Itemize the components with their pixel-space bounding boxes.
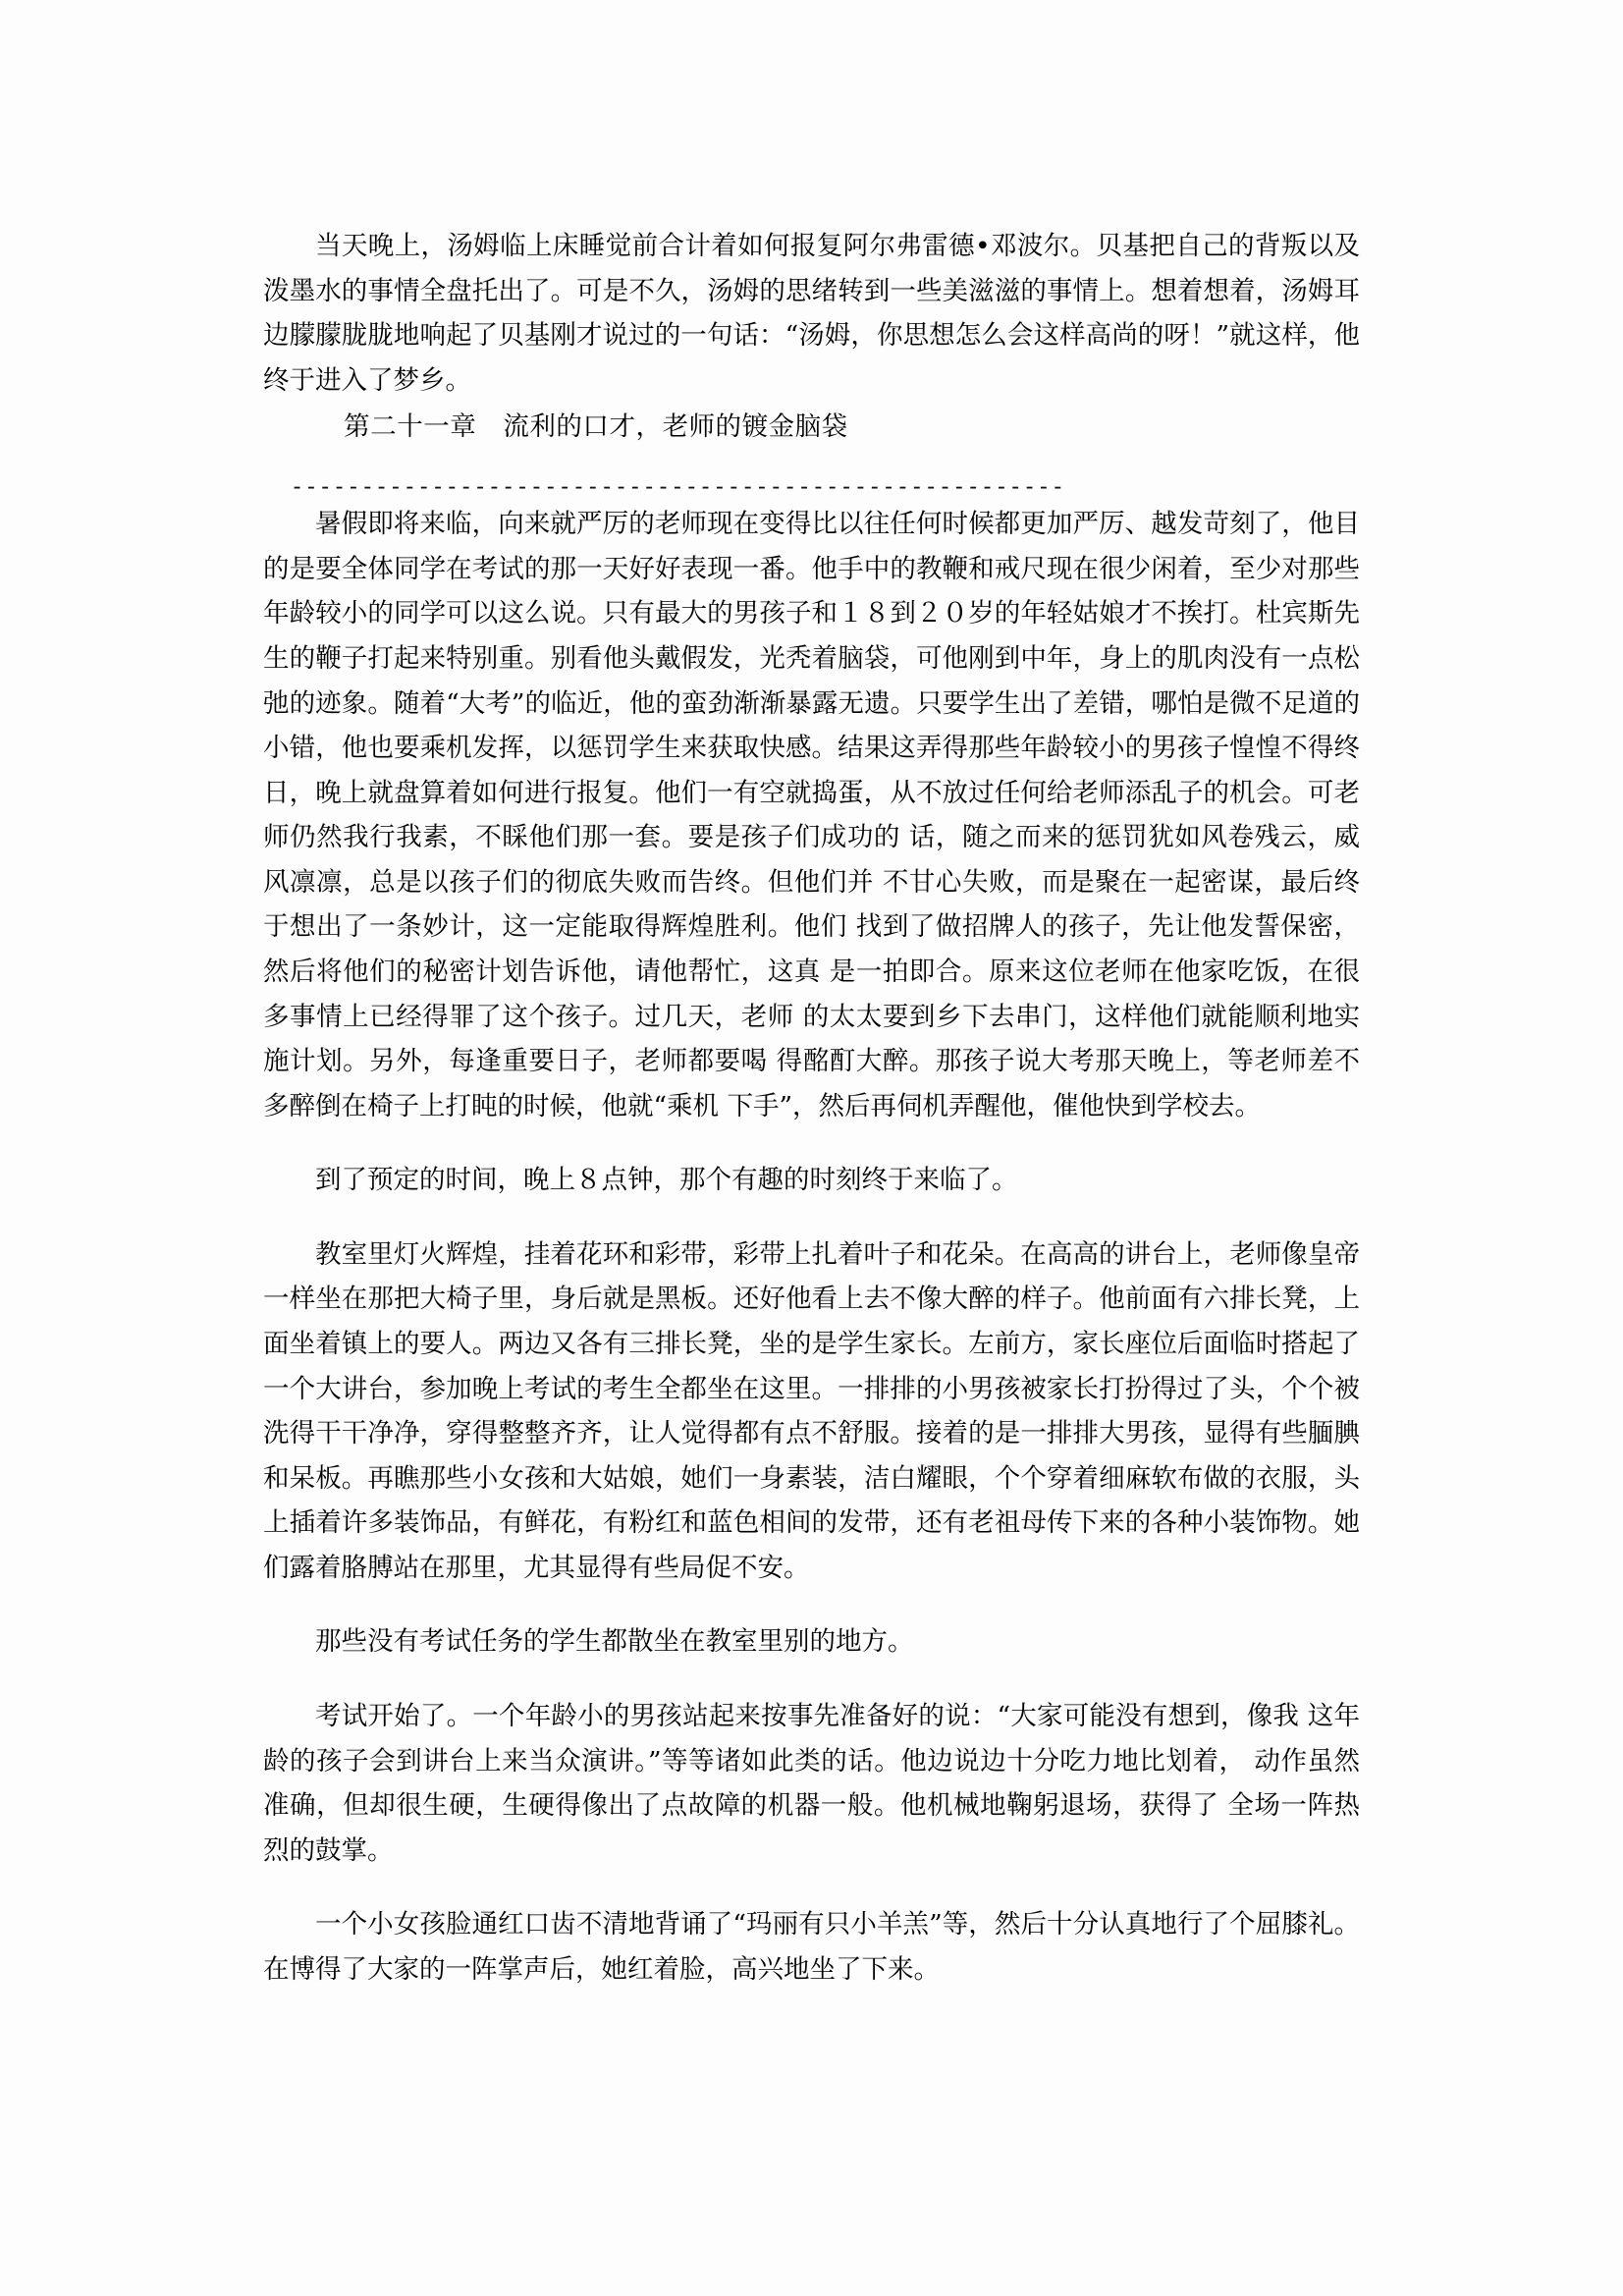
paragraph-exam-begins: 考试开始了。一个年龄小的男孩站起来按事先准备好的说：“大家可能没有想到，像我 这年龄的孩子会到讲台上来当众演讲。”等等诸如此类的话。他边说边十分吃力地比划着， 动作虽然准确，但却很生硬，生硬得像出了点故障的机器一般。他机械地鞠躬退场，获得了 全场一阵热烈的鼓掌。 (263, 1701, 1360, 1866)
chapter-title: 第二十一章 流利的口才，老师的镀金脑袋 (344, 411, 848, 443)
document-main-text (263, 502, 1360, 1992)
paragraph-little-girl: 一个小女孩脸通红口齿不清地背诵了“玛丽有只小羊羔”等，然后十分认真地行了个屈膝礼。在博得了大家的一阵掌声后，她红着脸，高兴地坐了下来。 (263, 1909, 1360, 1985)
paragraph-classroom: 教室里灯火辉煌，挂着花环和彩带，彩带上扎着叶子和花朵。在高高的讲台上，老师像皇帝一样坐在那把大椅子里，身后就是黑板。还好他看上去不像大醉的样子。他前面有六排长凳，上面坐着镇上的要人。两边又各有三排长凳，坐的是学生家长。左前方，家长座位后面临时搭起了一个大讲台，参加晚上考试的考生全都坐在这里。一排排的小男孩被家长打扮得过了头，个个被洗得干干净净，穿得整整齐齐，让人觉得都有点不舒服。接着的是一排排大男孩，显得有些腼腆和呆板。再瞧那些小女孩和大姑娘，她们一身素装，洁白耀眼，个个穿着细麻软布做的衣服，头上插着许多装饰品，有鲜花，有粉红和蓝色相间的发带，还有老祖母传下来的各种小装饰物。她们露着胳膊站在那里，尤其显得有些局促不安。 (263, 1238, 1360, 1583)
paragraph-appointed-time: 到了预定的时间，晚上８点钟，那个有趣的时刻终于来临了。 (315, 1165, 1018, 1196)
section-divider: ------------------------------------------------------- (290, 474, 1065, 500)
paragraph-summer-holiday: 暑假即将来临，向来就严厉的老师现在变得比以往任何时候都更加严厉、越发苛刻了，他目的是要全体同学在考试的那一天好好表现一番。他手中的教鞭和戒尺现在很少闲着，至少对那些年龄较小的同学可以这么说。只有最大的男孩子和１８到２０岁的年轻姑娘才不挨打。杜宾斯先生的鞭子打起来特别重。别看他头戴假发，光秃着脑袋，可他刚到中年，身上的肌肉没有一点松弛的迹象。随着“大考”的临近，他的蛮劲渐渐暴露无遗。只要学生出了差错，哪怕是微不足道的小错，他也要乘机发挥，以惩罚学生来获取快感。结果这弄得那些年龄较小的男孩子惶惶不得终日，晚上就盘算着如何进行报复。他们一有空就捣蛋，从不放过任何给老师添乱子的机会。可老师仍然我行我素，不睬他们那一套。要是孩子们成功的 话，随之而来的惩罚犹如风卷残云，威风凛凛，总是以孩子们的彻底失败而告终。但他们并 不甘心失败，而是聚在一起密谋，最后终于想出了一条妙计，这一定能取得辉煌胜利。他们 找到了做招牌人的孩子，先让他发誓保密，然后将他们的秘密计划告诉他，请他帮忙，这真 是一拍即合。原来这位老师在他家吃饭，在很多事情上已经得罪了这个孩子。过几天，老师 的太太要到乡下去串门，这样他们就能顺利地实施计划。另外，每逢重要日子，老师都要喝 得酩酊大醉。那孩子说大考那天晚上，等老师差不多醉倒在椅子上打盹的时候，他就“乘机 下手”，然后再伺机弄醒他，催他快到学校去。 (263, 509, 1360, 1121)
paragraph-opening: 当天晚上，汤姆临上床睡觉前合计着如何报复阿尔弗雷德•邓波尔。贝基把自己的背叛以及泼墨水的事情全盘托出了。可是不久，汤姆的思绪转到一些美滋滋的事情上。想着想着，汤姆耳边朦朦胧胧地响起了贝基刚才说过的一句话：“汤姆，你思想怎么会这样高尚的呀！”就这样，他终于进入了梦乡。 (263, 231, 1360, 396)
document-body (263, 224, 1360, 1993)
paragraph-other-students: 那些没有考试任务的学生都散坐在教室里别的地方。 (315, 1626, 914, 1658)
